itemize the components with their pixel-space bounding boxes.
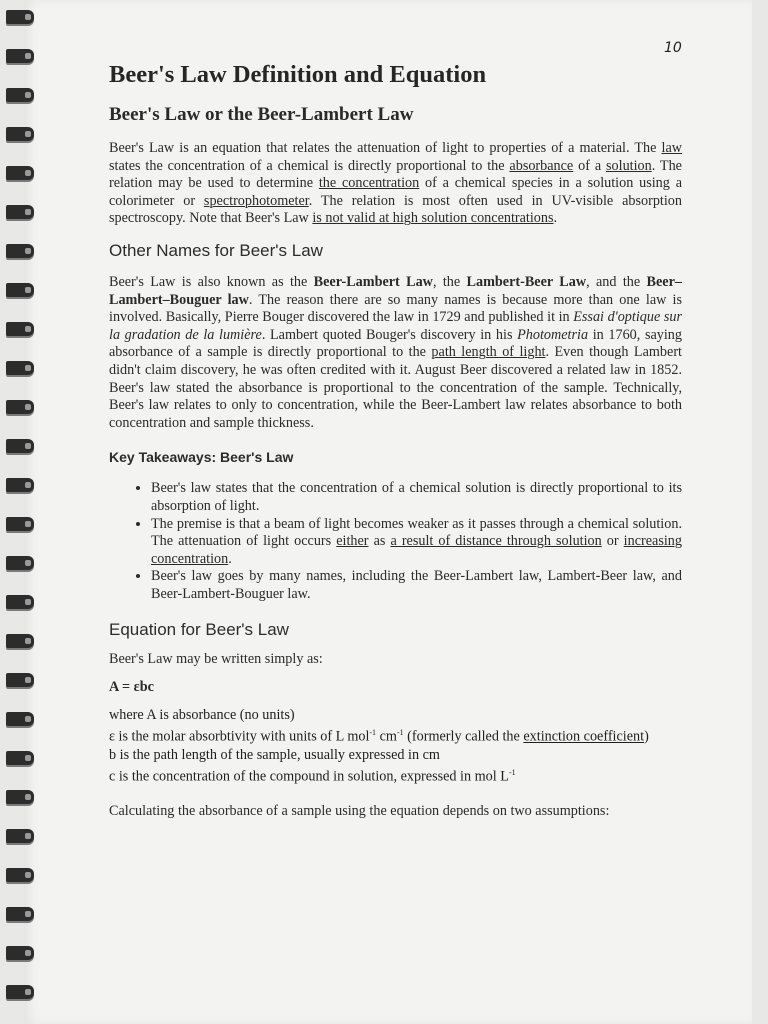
binding-ring: [6, 244, 34, 258]
binding-ring: [6, 946, 34, 960]
other-names-heading: Other Names for Beer's Law: [109, 240, 323, 260]
link-concentration: the concentration: [318, 175, 420, 192]
binding-ring: [6, 751, 34, 765]
binding-ring: [6, 517, 34, 531]
other-names-paragraph: Beer's Law is also known as the Beer-Lambert Law, the Lambert-Beer Law, and the Beer–Lambert–Bouguer law. The reason there are so many names is because more than one law is involved. Basically, Pierre Bouger discovered the law in 1729 and published it in Essai d'optique sur la gradation de la lumière. Lambert quoted Bouger's discovery in his Photometria in 1760, saying absorbance of a sample is directly proportional to the path length of light. Even though Lambert didn't claim discovery, he was often credited with it. August Beer discovered a related law in 1852. Beer's law stated the absorbance is proportional to the concentration of the sample. Technically, Beer's law relates to only to concentration, while the Beer-Lambert law relates absorbance to both concentration and sample thickness.: [109, 273, 683, 431]
section-subtitle: Beer's Law or the Beer-Lambert Law: [109, 104, 414, 125]
binding-ring: [6, 634, 34, 648]
binding-ring: [6, 400, 34, 414]
key-takeaways-heading: Key Takeaways: Beer's Law: [109, 449, 294, 466]
binding-ring: [6, 322, 34, 336]
definition-concentration: c is the concentration of the compound in solution, expressed in mol $L^{-1}$: [109, 768, 516, 785]
intro-paragraph: Beer's Law is an equation that relates the attenuation of light to properties of a material. The law states the concentration of a chemical is directly proportional to the absorbance of a solution. The relation may be used to determine the concentration of a chemical species in a solution using a colorimeter or spectrophotometer. The relation is most often used in UV-visible absorption spectroscopy. Note that Beer's Law is not valid at high solution concentrations.: [109, 140, 682, 227]
underlined-path-length: path length of light: [431, 344, 546, 361]
binding-ring: [6, 829, 34, 843]
link-spectrophotometer: spectrophotometer: [203, 192, 309, 209]
link-solution: solution: [606, 157, 652, 174]
binding-ring: [6, 166, 34, 180]
link-absorbance: absorbance: [509, 157, 574, 174]
underlined-not-valid: is not valid at high solution concentrations: [312, 210, 554, 227]
binding-ring: [6, 49, 34, 63]
beers-law-formula: A = εbc: [109, 679, 154, 696]
binding-ring: [6, 790, 34, 804]
definition-epsilon: ε is the molar absorbtivity with units of L mol$^{-1}$ $cm^{-1}$ (formerly called the extinction coefficient): [109, 728, 649, 745]
list-item: • Beer's law goes by many names, including the Beer-Lambert law, Lambert-Beer law, and Beer-Lambert-Bouguer law.: [151, 568, 682, 603]
list-item: • Beer's law states that the concentration of a chemical solution is directly proportional to its absorption of light.: [151, 480, 682, 515]
binding-ring: [6, 712, 34, 726]
binding-ring: [6, 10, 34, 24]
binding-ring: [6, 985, 34, 999]
binding-ring: [6, 127, 34, 141]
document-content: [109, 58, 682, 820]
binding-ring: [6, 595, 34, 609]
page-number: 10: [664, 40, 682, 56]
binding-ring: [6, 907, 34, 921]
binding-ring: [6, 205, 34, 219]
variable-definitions: [109, 707, 682, 787]
page-title: Beer's Law Definition and Equation: [109, 61, 487, 88]
binding-ring: [6, 673, 34, 687]
binding-ring: [6, 283, 34, 297]
calculation-note: Calculating the absorbance of a sample using the equation depends on two assumptions:: [109, 802, 610, 819]
takeaways-list: [109, 480, 682, 603]
underlined-law: law: [661, 140, 682, 156]
binding-ring: [6, 361, 34, 375]
equation-heading: Equation for Beer's Law: [109, 620, 289, 640]
equation-intro: Beer's Law may be written simply as:: [109, 651, 323, 668]
binding-ring: [6, 88, 34, 102]
binding-ring: [6, 478, 34, 492]
definition-path-length: b is the path length of the sample, usually expressed in cm: [109, 746, 440, 763]
binding-ring: [6, 556, 34, 570]
definition-absorbance: where A is absorbance (no units): [109, 706, 295, 723]
binding-ring: [6, 439, 34, 453]
binding-ring: [6, 868, 34, 882]
list-item: • The premise is that a beam of light becomes weaker as it passes through a chemical solution. The attenuation of light occurs either as a result of distance through solution or increasing concentration.: [151, 516, 682, 569]
spiral-binding: [0, 0, 40, 1024]
